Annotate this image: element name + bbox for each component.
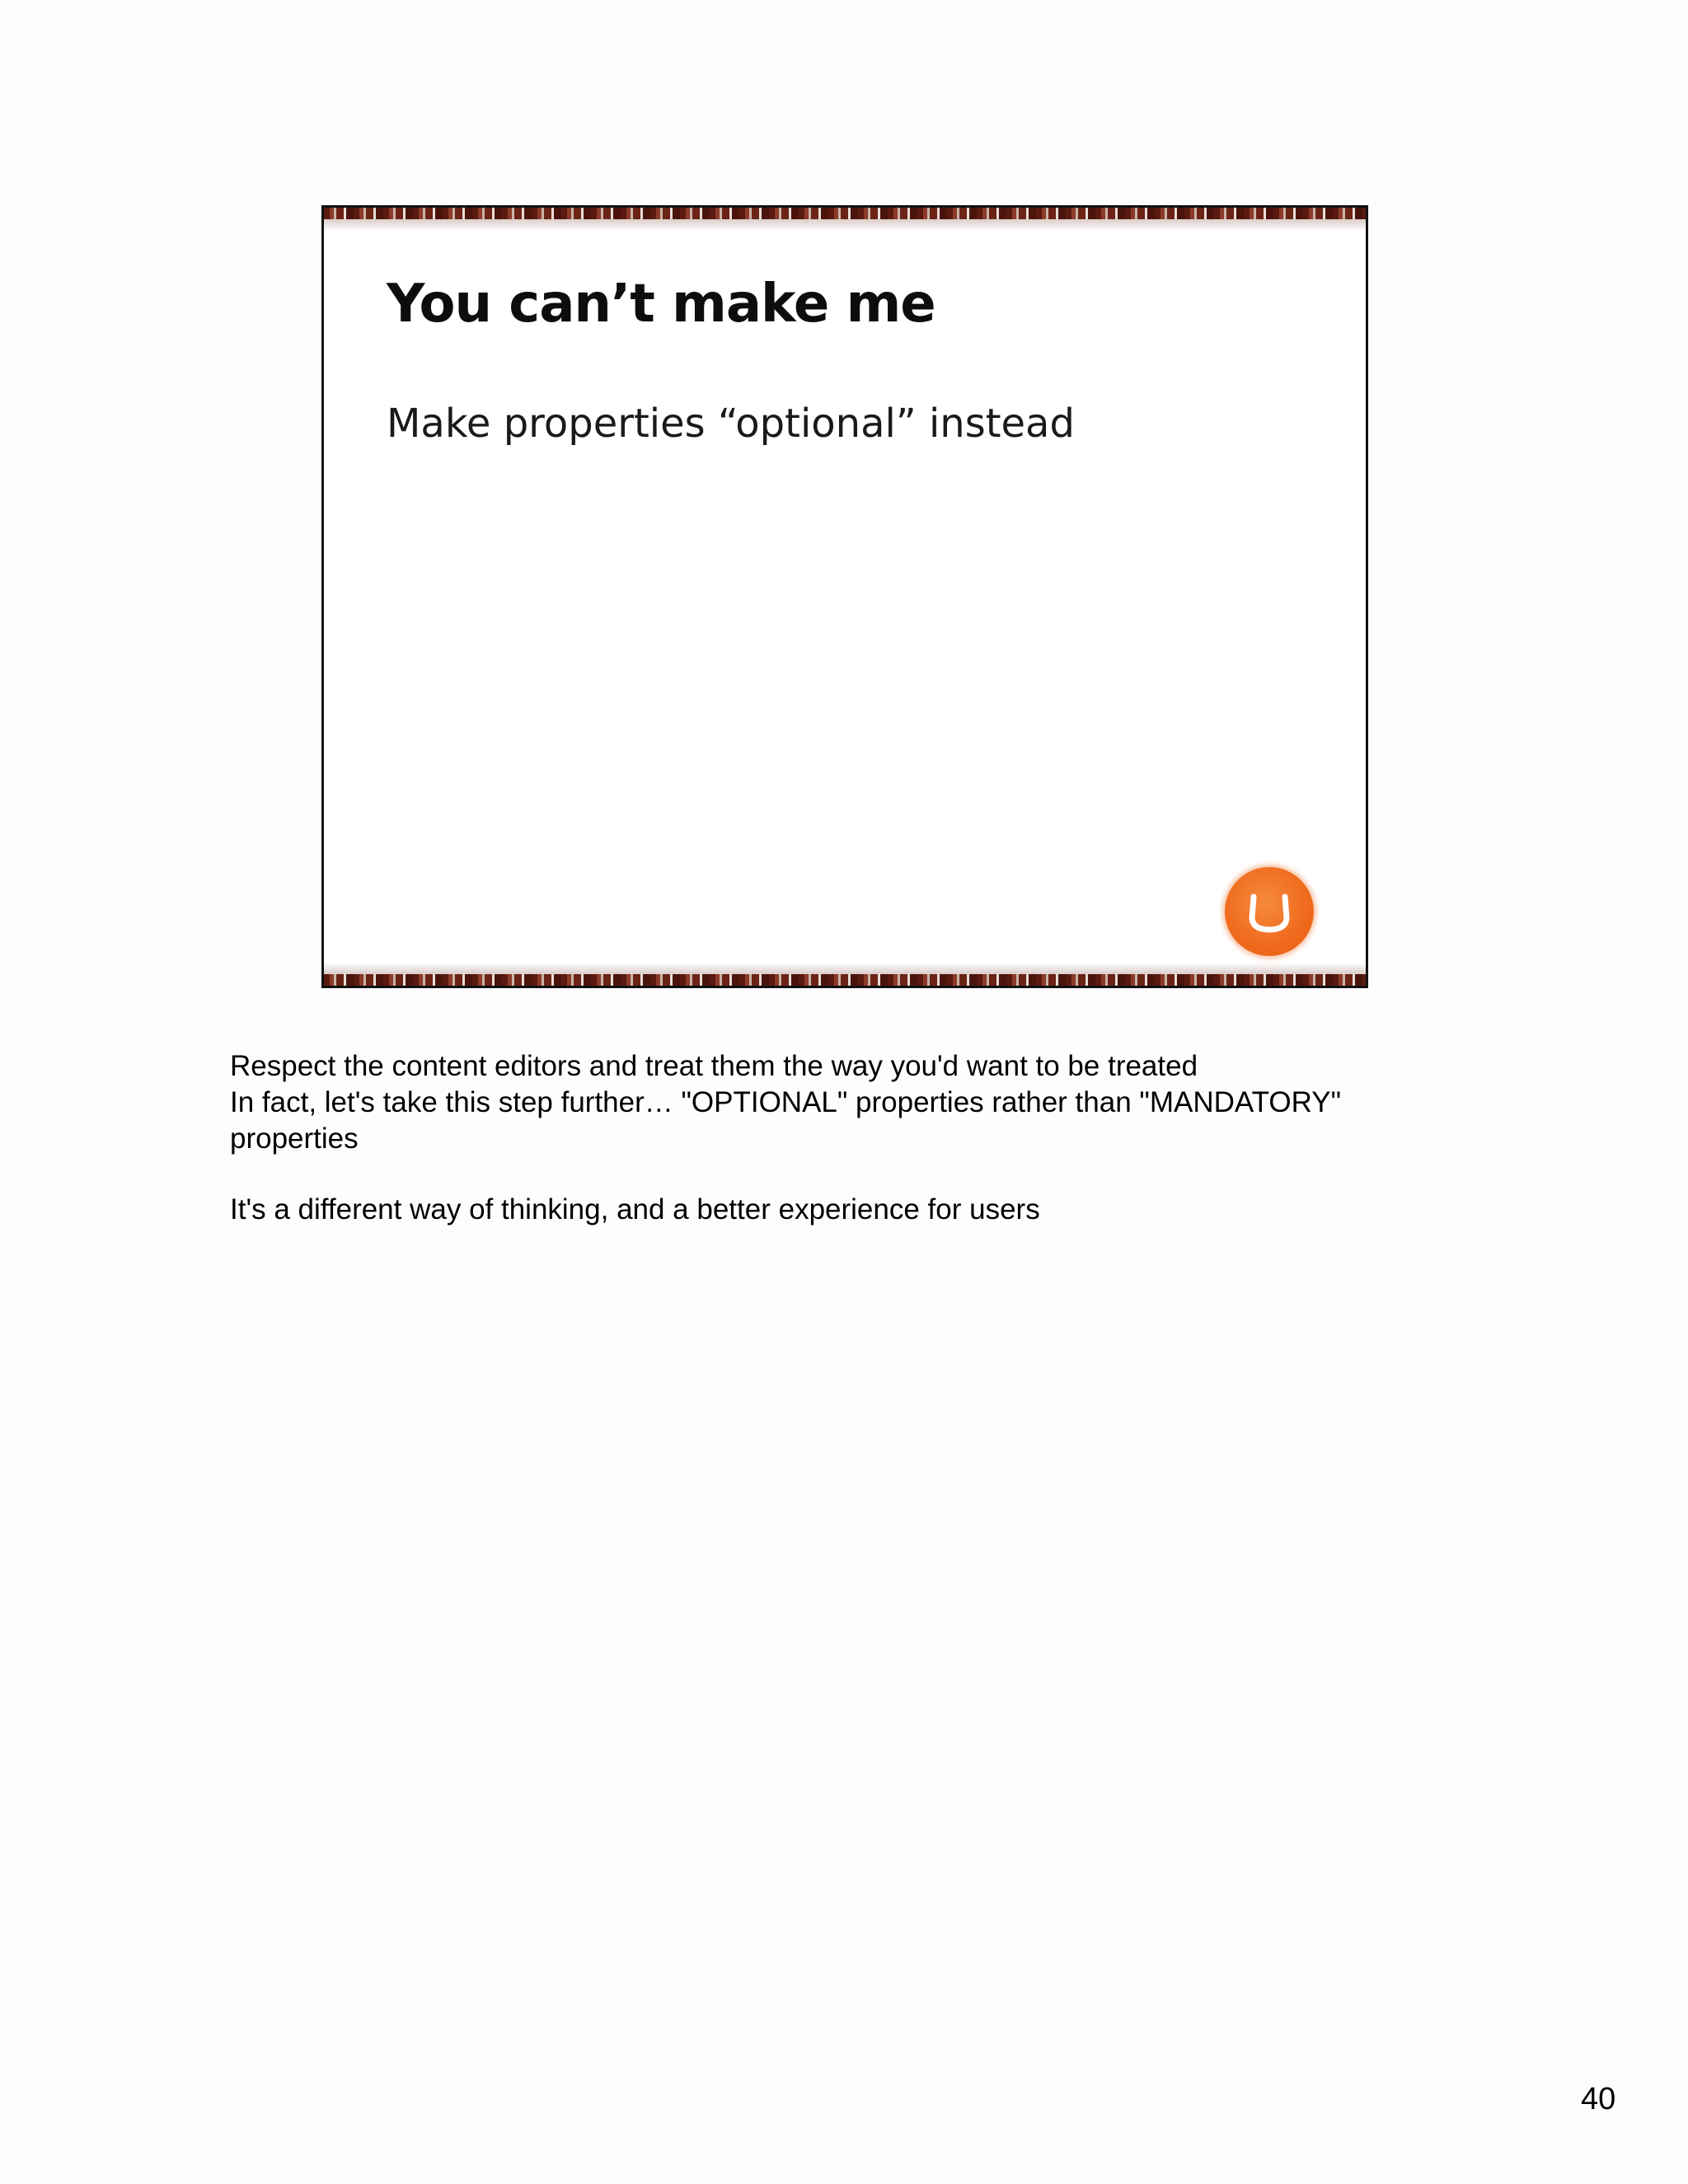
umbraco-logo-icon xyxy=(1225,867,1314,956)
speaker-notes xyxy=(230,1048,1417,1228)
notes-line: properties xyxy=(230,1122,359,1155)
slide-top-border-shadow xyxy=(324,219,1366,231)
slide-title: You can’t make me xyxy=(387,274,935,335)
slide-top-border xyxy=(324,208,1366,219)
page-number: 40 xyxy=(1581,2082,1616,2116)
slide-thumbnail xyxy=(321,205,1368,988)
notes-line: Respect the content editors and treat them the way you'd want to be treated xyxy=(230,1050,1198,1082)
notes-spacer xyxy=(230,1157,1417,1192)
notes-line: In fact, let's take this step further… "OPTIONAL" properties rather than "MANDATORY" xyxy=(230,1086,1341,1118)
notes-line: It's a different way of thinking, and a better experience for users xyxy=(230,1193,1040,1226)
slide-bottom-border-shadow xyxy=(324,963,1366,974)
slide-subtitle: Make properties “optional” instead xyxy=(387,401,1075,447)
slide-bottom-border xyxy=(324,974,1366,986)
